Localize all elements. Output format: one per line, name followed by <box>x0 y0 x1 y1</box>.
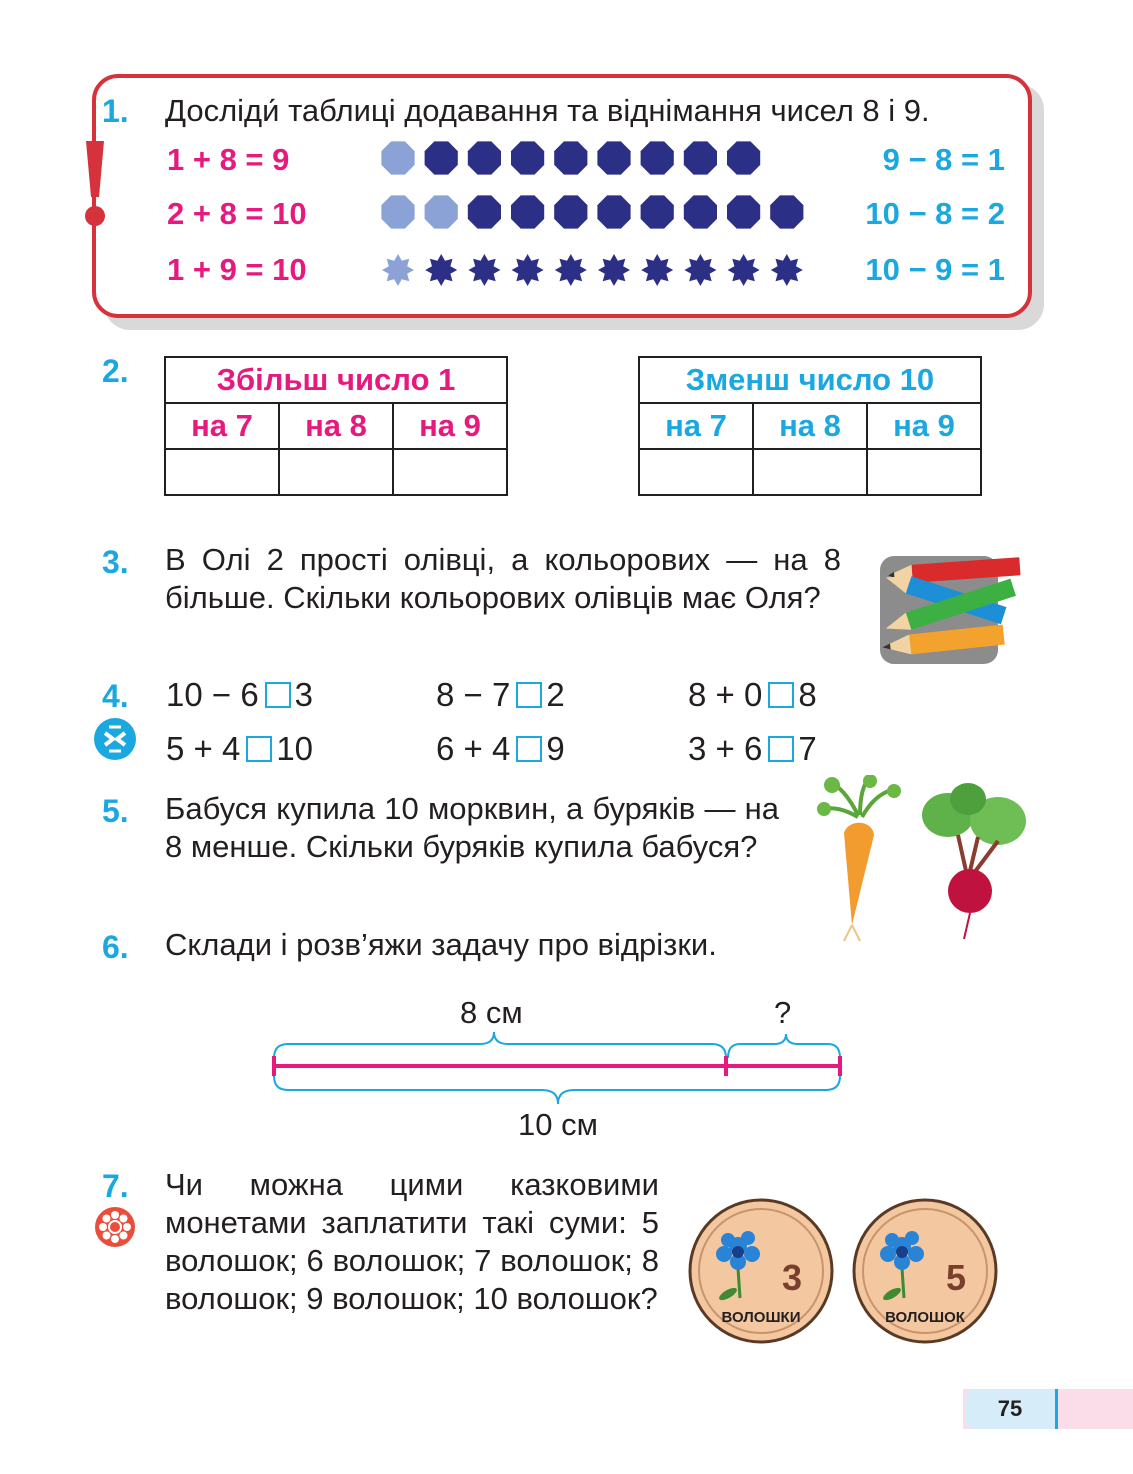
octagon-shape <box>727 195 760 228</box>
task7-number: 7. <box>102 1168 129 1204</box>
table-decrease-title: Зменш число 10 <box>639 357 981 403</box>
octagon-shape <box>641 141 674 174</box>
table-increase-answer-cell[interactable] <box>393 449 507 495</box>
comparison-item <box>688 730 817 768</box>
comparison-answer-box[interactable] <box>768 736 794 762</box>
page-number: 75 <box>997 1396 1023 1421</box>
coin-word: ВОЛОШОК <box>885 1309 965 1326</box>
comparison-left: 3 + 6 <box>688 730 763 767</box>
star-shape <box>771 254 803 286</box>
table-decrease-col-8: на 8 <box>753 403 867 449</box>
octagon-shape <box>511 195 544 228</box>
table-increase-answer-cell[interactable] <box>279 449 393 495</box>
beet-icon <box>922 783 1026 939</box>
table-increase-col-9: на 9 <box>393 403 507 449</box>
table-increase-title: Збільш число 1 <box>165 357 507 403</box>
star-shape <box>641 254 673 286</box>
flower-icon <box>94 1206 136 1248</box>
comparison-item <box>436 730 565 768</box>
task2-number: 2. <box>102 353 129 389</box>
task4-number: 4. <box>102 678 129 714</box>
comparison-right: 3 <box>294 676 314 713</box>
star-shape <box>684 254 716 286</box>
comparison-left: 8 + 0 <box>688 676 763 713</box>
comparison-right: 10 <box>276 730 314 767</box>
octagon-shape <box>770 195 803 228</box>
task1-sub-1: 9 − 8 = 1 <box>882 142 1005 177</box>
comparison-left: 5 + 4 <box>166 730 241 767</box>
pencils-illustration <box>872 550 1024 666</box>
octagon-shape <box>641 195 674 228</box>
comparison-answer-box[interactable] <box>516 682 542 708</box>
octagon-shape <box>727 141 760 174</box>
comparison-answer-box[interactable] <box>768 682 794 708</box>
table-decrease-answer-cell[interactable] <box>867 449 981 495</box>
octagon-shape <box>554 195 587 228</box>
octagon-row-1 <box>380 138 810 178</box>
comparison-left: 6 + 4 <box>436 730 511 767</box>
comparison-left: 10 − 6 <box>166 676 259 713</box>
octagon-shape <box>381 141 414 174</box>
comparison-answer-box[interactable] <box>516 736 542 762</box>
coin-5-voloshok <box>852 1198 998 1344</box>
table-decrease-col-9: на 9 <box>867 403 981 449</box>
task1-sub-2: 10 − 8 = 2 <box>865 196 1005 231</box>
task1-sub-3: 10 − 9 = 1 <box>865 252 1005 287</box>
star-row-3 <box>380 250 810 290</box>
comparison-item <box>166 730 313 768</box>
octagon-shape <box>468 195 501 228</box>
table-decrease-answer-cell[interactable] <box>639 449 753 495</box>
comparison-right: 8 <box>798 676 817 713</box>
star-shape <box>425 254 457 286</box>
coin-value: 5 <box>945 1257 967 1298</box>
comparison-right: 2 <box>546 676 565 713</box>
comparison-answer-box[interactable] <box>246 736 272 762</box>
task7-text: Чи можна цими казковими монетами заплатити такі суми: 5 волошок; 6 волошок; 7 волошок; 8 волошок; 9 волошок; 10 волошок? <box>165 1167 659 1316</box>
task6-number: 6. <box>102 929 129 965</box>
coin-3-voloshky <box>688 1198 834 1344</box>
coin-value: 3 <box>781 1257 803 1298</box>
octagon-shape <box>684 195 717 228</box>
exclamation-icon <box>82 137 108 229</box>
task1-add-2: 2 + 8 = 10 <box>167 196 307 231</box>
segment-label-question: ? <box>774 995 792 1030</box>
comparison-item <box>436 676 565 714</box>
octagon-shape <box>381 195 414 228</box>
octagon-shape <box>597 141 630 174</box>
star-shape <box>555 254 587 286</box>
octagon-shape <box>597 195 630 228</box>
octagon-shape <box>684 141 717 174</box>
task5-number: 5. <box>102 793 129 829</box>
comparison-right: 7 <box>798 730 817 767</box>
star-shape <box>598 254 630 286</box>
task5-text: Бабуся купила 10 морквин, а буряків — на 8 менше. Скільки буряків купила бабуся? <box>165 791 779 864</box>
star-shape <box>728 254 760 286</box>
segment-diagram <box>262 1028 852 1106</box>
table-increase-col-8: на 8 <box>279 403 393 449</box>
octagon-shape <box>425 141 458 174</box>
octagon-shape <box>554 141 587 174</box>
task1-number: 1. <box>102 93 129 129</box>
comparison-right: 9 <box>546 730 565 767</box>
table-increase <box>164 356 508 496</box>
comparison-answer-box[interactable] <box>265 682 291 708</box>
task3-text: В Олі 2 прості олівці, а кольорових — на 8 більше. Скільки кольорових олівців має Оля? <box>165 542 841 615</box>
star-shape <box>468 254 500 286</box>
compare-icon <box>93 717 137 761</box>
segment-label-10cm: 10 см <box>518 1107 598 1142</box>
octagon-shape <box>425 195 458 228</box>
table-decrease-col-7: на 7 <box>639 403 753 449</box>
comparison-item <box>166 676 313 714</box>
octagon-shape <box>468 141 501 174</box>
segment-label-8cm: 8 см <box>460 995 523 1030</box>
table-increase-col-7: на 7 <box>165 403 279 449</box>
task3-number: 3. <box>102 544 129 580</box>
task1-add-3: 1 + 9 = 10 <box>167 252 307 287</box>
octagon-row-2 <box>380 192 810 232</box>
table-decrease <box>638 356 982 496</box>
task6-text: Склади і розв’яжи задачу про відрізки. <box>165 927 717 962</box>
star-shape <box>512 254 544 286</box>
carrot-icon <box>817 775 901 941</box>
coin-word: ВОЛОШКИ <box>721 1309 801 1326</box>
comparison-left: 8 − 7 <box>436 676 511 713</box>
task1-add-1: 1 + 8 = 9 <box>167 142 290 177</box>
vegetables-illustration <box>808 775 1040 945</box>
comparison-item <box>688 676 817 714</box>
table-decrease-answer-cell[interactable] <box>753 449 867 495</box>
octagon-shape <box>511 141 544 174</box>
star-shape <box>382 254 414 286</box>
task1-instruction: Досліди́ таблиці додавання та віднімання чисел 8 і 9. <box>165 93 930 128</box>
table-increase-answer-cell[interactable] <box>165 449 279 495</box>
